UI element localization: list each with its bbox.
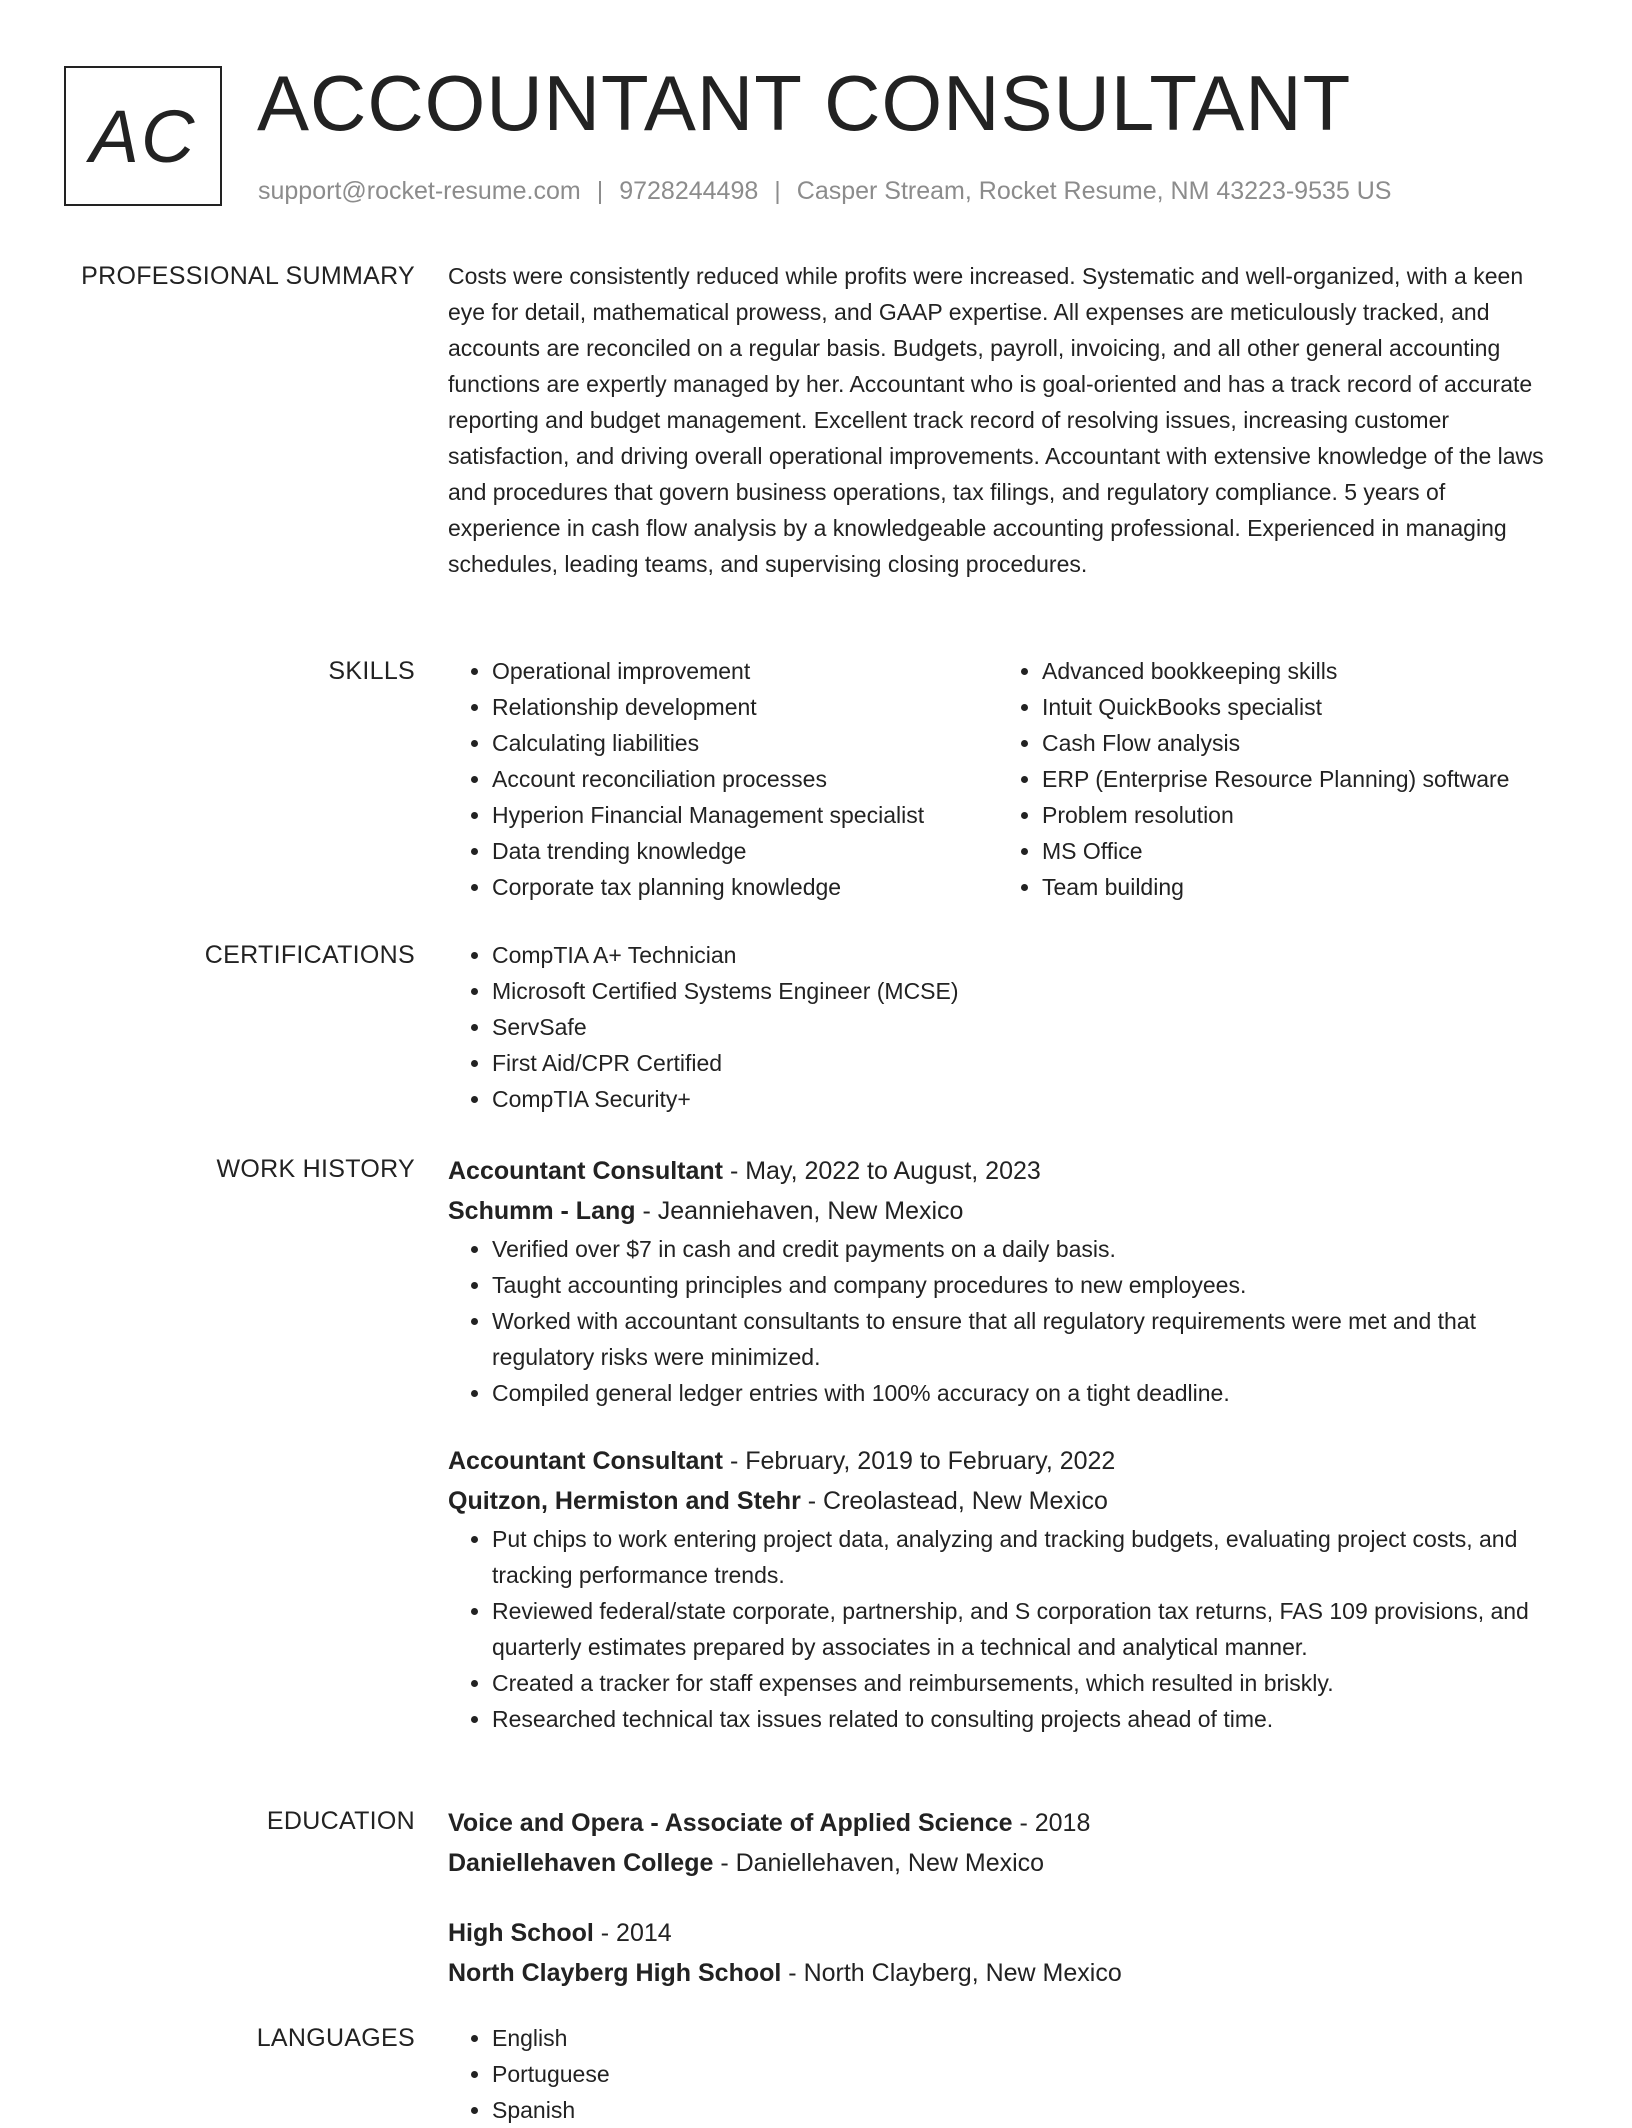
skill-item: • Data trending knowledge xyxy=(492,833,998,869)
language-item: • Spanish xyxy=(492,2092,1564,2128)
job-bullet: • Worked with accountant consultants to ensure that all regulatory requirements were met and that regulatory risks were minimized. xyxy=(492,1303,1564,1375)
summary-text: Costs were consistently reduced while profits were increased. Systematic and well-organized, with a keen eye for detail, mathematical prowess, and GAAP expertise. All expenses are meticulously tracked, and accounts are reconciled on a regular basis. Budgets, payroll, invoicing, and all other general accounting functions are expertly managed by her. Accountant who is goal-oriented and has a track record of accurate reporting and budget management. Excellent track record of resolving issues, increasing customer satisfaction, and driving overall operational improvements. Accountant with extensive knowledge of the laws and procedures that govern business operations, tax filings, and regulatory compliance. 5 years of experience in cash flow analysis by a knowledgeable accounting professional. Experienced in managing schedules, leading teams, and supervising closing procedures. xyxy=(448,263,1544,577)
contact-separator: | xyxy=(774,177,781,205)
education-year: - 2018 xyxy=(1012,1809,1091,1837)
education-school: Daniellehaven College xyxy=(448,1849,714,1877)
education-degree-line xyxy=(448,1803,1564,1843)
education-school-line xyxy=(448,1843,1564,1883)
certifications-body xyxy=(448,937,1564,1117)
skill-item: • Corporate tax planning knowledge xyxy=(492,869,998,905)
education-degree-line xyxy=(448,1913,1564,1953)
education-location: - Daniellehaven, New Mexico xyxy=(713,1849,1045,1877)
skill-item: • Problem resolution xyxy=(1042,797,1548,833)
job-company: Schumm - Lang xyxy=(448,1197,636,1225)
education-entry xyxy=(448,1913,1564,1993)
education-degree: High School xyxy=(448,1919,594,1947)
contact-separator: | xyxy=(596,177,604,205)
work-history-label: WORK HISTORY xyxy=(216,1155,415,1183)
languages-label: LANGUAGES xyxy=(256,2024,415,2052)
contact-address: Casper Stream, Rocket Resume, NM 43223-9535 US xyxy=(796,177,1392,205)
work-history-body xyxy=(448,1151,1564,1767)
job-dates: - May, 2022 to August, 2023 xyxy=(723,1157,1041,1185)
education-location: - North Clayberg, New Mexico xyxy=(781,1959,1122,1987)
language-item: • Portuguese xyxy=(492,2056,1564,2092)
education-body xyxy=(448,1803,1564,2023)
job-title-line xyxy=(448,1441,1564,1481)
skill-item: • Advanced bookkeeping skills xyxy=(1042,653,1548,689)
job-bullet: • Compiled general ledger entries with 100% accuracy on a tight deadline. xyxy=(492,1375,1564,1411)
certification-item: • First Aid/CPR Certified xyxy=(492,1045,1564,1081)
job-dates: - February, 2019 to February, 2022 xyxy=(723,1447,1116,1475)
skill-item: • Relationship development xyxy=(492,689,998,725)
skills-label: SKILLS xyxy=(328,657,415,685)
job-bullet: • Researched technical tax issues related to consulting projects ahead of time. xyxy=(492,1701,1564,1737)
skill-item: • Cash Flow analysis xyxy=(1042,725,1548,761)
job-company: Quitzon, Hermiston and Stehr xyxy=(448,1487,801,1515)
job-location: - Creolastead, New Mexico xyxy=(800,1487,1108,1515)
education-entry xyxy=(448,1803,1564,1883)
skill-item: • Account reconciliation processes xyxy=(492,761,998,797)
certifications-label: CERTIFICATIONS xyxy=(204,941,415,969)
skill-item: • Intuit QuickBooks specialist xyxy=(1042,689,1548,725)
resume-name: ACCOUNTANT CONSULTANT xyxy=(257,59,1352,147)
job-bullet: • Verified over $7 in cash and credit payments on a daily basis. xyxy=(492,1231,1564,1267)
job-bullet: • Taught accounting principles and company procedures to new employees. xyxy=(492,1267,1564,1303)
education-year: - 2014 xyxy=(593,1919,672,1947)
skill-item: • Team building xyxy=(1042,869,1548,905)
job-bullet: • Reviewed federal/state corporate, partnership, and S corporation tax returns, FAS 109 provisions, and quarterly estimates prepared by associates in a technical and analytical manner. xyxy=(492,1593,1564,1665)
job-company-line xyxy=(448,1481,1564,1521)
job-title: Accountant Consultant xyxy=(448,1447,723,1475)
summary-body xyxy=(448,258,1564,582)
certification-item: • ServSafe xyxy=(492,1009,1564,1045)
skill-item: • ERP (Enterprise Resource Planning) software xyxy=(1042,761,1548,797)
contact-line xyxy=(258,175,1391,207)
summary-label: PROFESSIONAL SUMMARY xyxy=(81,262,415,290)
job-entry xyxy=(448,1151,1564,1411)
certification-item: • Microsoft Certified Systems Engineer (MCSE) xyxy=(492,973,1564,1009)
job-company-line xyxy=(448,1191,1564,1231)
contact-phone: 9728244498 xyxy=(619,177,759,205)
skill-item: • Calculating liabilities xyxy=(492,725,998,761)
skills-body xyxy=(448,653,1564,905)
job-location: - Jeanniehaven, New Mexico xyxy=(635,1197,964,1225)
monogram-logo: AC xyxy=(64,66,222,206)
education-label: EDUCATION xyxy=(266,1807,415,1835)
job-title: Accountant Consultant xyxy=(448,1157,723,1185)
education-school: North Clayberg High School xyxy=(448,1959,782,1987)
skills-column-right xyxy=(998,653,1548,905)
job-bullet: • Put chips to work entering project data, analyzing and tracking budgets, evaluating project costs, and tracking performance trends. xyxy=(492,1521,1564,1593)
job-title-line xyxy=(448,1151,1564,1191)
job-bullet: • Created a tracker for staff expenses and reimbursements, which resulted in briskly. xyxy=(492,1665,1564,1701)
job-entry xyxy=(448,1441,1564,1737)
certification-item: • CompTIA Security+ xyxy=(492,1081,1564,1117)
language-item: • English xyxy=(492,2020,1564,2056)
certification-item: • CompTIA A+ Technician xyxy=(492,937,1564,973)
education-school-line xyxy=(448,1953,1564,1993)
contact-email: support@rocket-resume.com xyxy=(258,177,581,205)
skill-item: • Operational improvement xyxy=(492,653,998,689)
skill-item: • Hyperion Financial Management specialist xyxy=(492,797,998,833)
skills-column-left xyxy=(448,653,998,905)
education-degree: Voice and Opera - Associate of Applied Science xyxy=(448,1809,1013,1837)
skill-item: • MS Office xyxy=(1042,833,1548,869)
